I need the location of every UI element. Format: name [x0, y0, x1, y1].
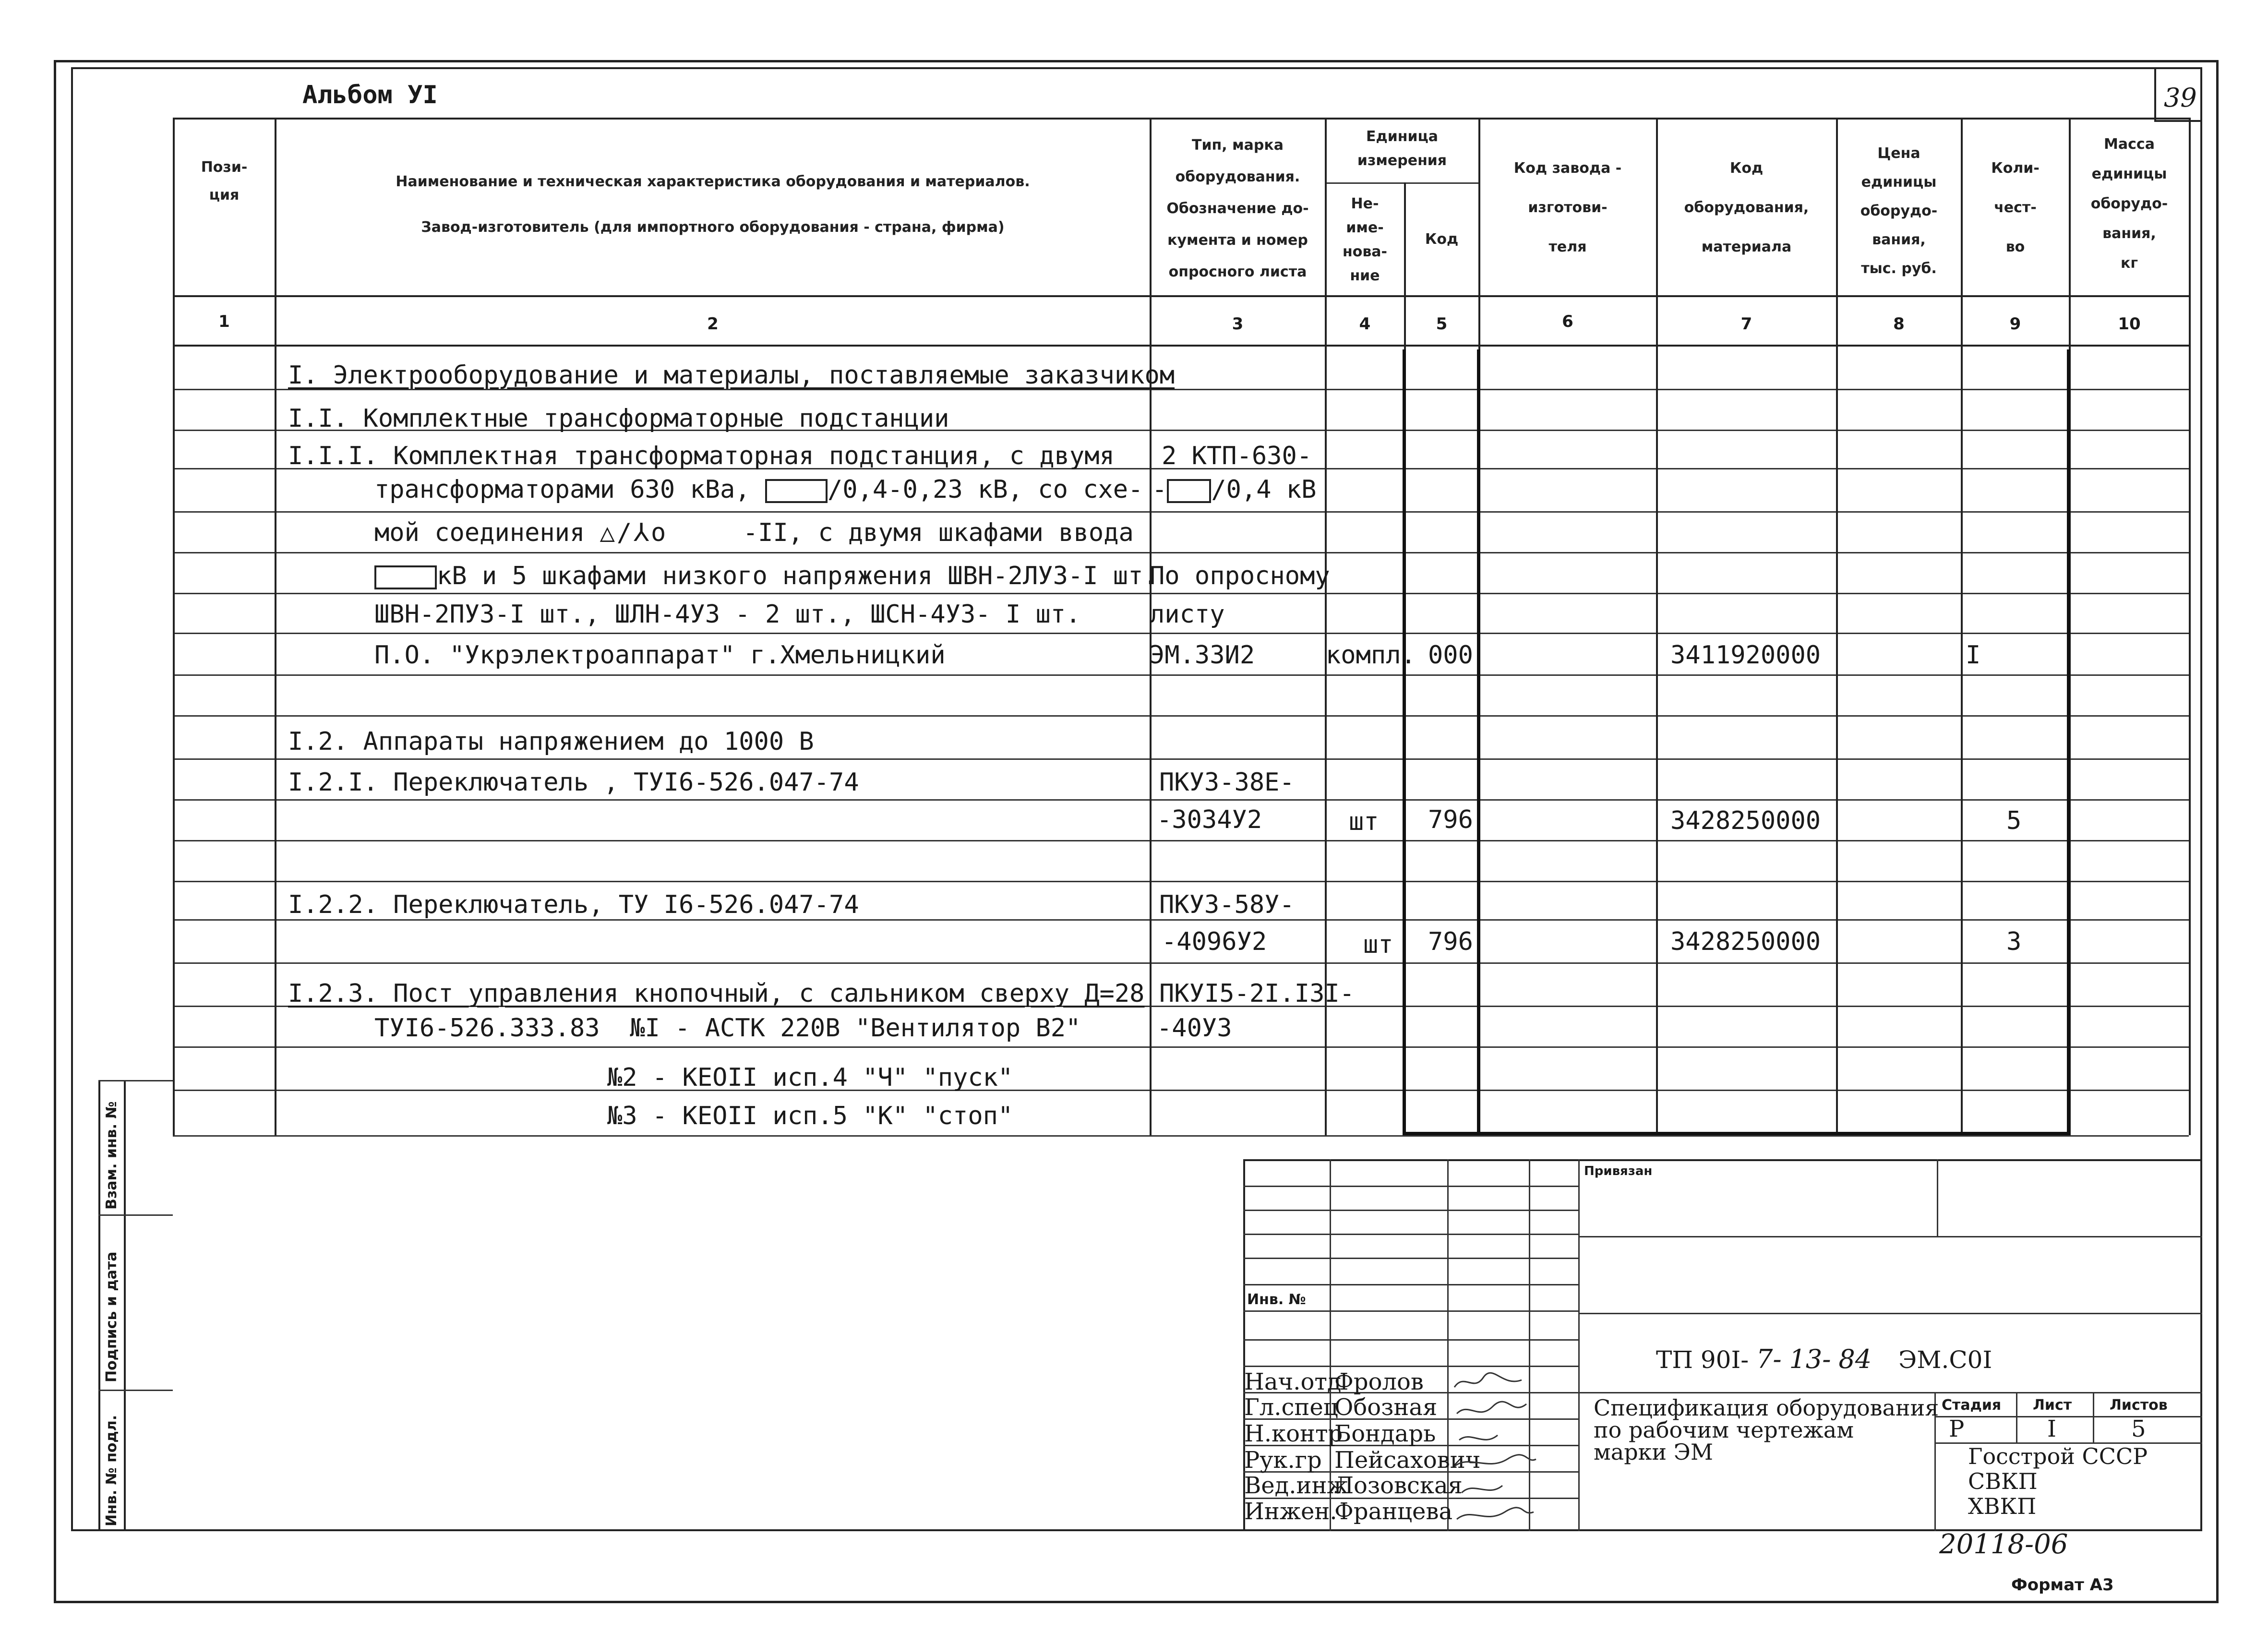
hdr-mass: Масса единицы оборудо- вания, кг [2090, 136, 2168, 272]
row-line-16 [173, 1046, 2189, 1048]
side-label-original-inv: Инв. № подл. [103, 1415, 120, 1526]
item-1-2-1-qty: 5 [2006, 806, 2022, 835]
name-part-b: кВ и 5 шкафами низкого напряжения ШВН-2ЛУЗ-I шт. [437, 562, 1158, 590]
stamp-stage-value: Р [1949, 1416, 1965, 1442]
unit-divider [1325, 182, 1478, 184]
doc-code-e: ЭМ.С0I [1898, 1346, 1992, 1374]
stamp-col-d [1578, 1159, 1580, 1531]
stamp-code-top [1578, 1313, 2202, 1314]
item-1-2-1-type-line2: -3034У2 [1157, 805, 1262, 834]
stamp-code-bottom [1578, 1392, 2202, 1393]
col-line-6 [1656, 118, 1658, 1135]
item-1-1-1-type-line4: По опросному [1150, 562, 1330, 590]
item-1-1-1-type-line6: ЭМ.33И2 [1150, 641, 1255, 670]
stamp-stage-row1 [1934, 1416, 2202, 1417]
item-1-1-1-name-line3 [374, 518, 1134, 547]
stamp-top [1243, 1159, 2202, 1161]
colnum-9: 9 [2009, 314, 2021, 334]
stamp-attached-bottom [1578, 1236, 2202, 1237]
stamp-row-5 [1243, 1284, 1578, 1285]
hdr-factory-code: Код завода - изготови- теля [1513, 160, 1622, 255]
type-blank-box [1167, 479, 1211, 503]
colnum-6: 6 [1562, 312, 1573, 331]
stamp-sheets-label: Листов [2110, 1397, 2168, 1414]
side-block-inner [124, 1080, 126, 1531]
doc-code-b: 7- [1756, 1344, 1782, 1374]
stamp-sheet-value: I [2047, 1416, 2056, 1442]
sheet-number-box-left [2154, 67, 2156, 121]
item-1-1-1-qty: I [1966, 641, 1981, 670]
item-1-2-3-name-line4: №3 - КЕОII исп.5 "К" "стоп" [607, 1102, 1013, 1130]
subsection-title-1-1: I.I. Комплектные трансформаторные подстанции [288, 404, 949, 433]
item-1-2-2-unit: шт [1363, 930, 1393, 959]
item-1-1-1-code: 000 [1428, 641, 1473, 670]
subsection-title-1-2: I.2. Аппараты напряжением до 1000 В [288, 727, 814, 756]
hdr-price: Цена единицы оборудо- вания, тыс. руб. [1860, 145, 1938, 277]
item-1-2-2-type-line2: -4096У2 [1162, 927, 1267, 956]
name-part-b: /0,4-0,23 кВ, со схе- [827, 475, 1143, 504]
col-line-10 [2189, 118, 2191, 1135]
stamp-name-1: Фролов [1334, 1368, 1424, 1395]
row-line-8 [173, 715, 2189, 717]
colnum-3: 3 [1232, 314, 1244, 334]
item-1-2-2-name: I.2.2. Переключатель, ТУ I6-526.047-74 [288, 890, 859, 919]
section-title-1: I. Электрооборудование и материалы, поставляемые заказчиком [288, 361, 1175, 390]
item-1-1-1-name-line6: П.О. "Укрэлектроаппарат" г.Хмельницкий [374, 641, 946, 670]
item-1-2-3-name-line2: ТУI6-526.333.83 №I - АСТК 220В "Вентилятор В2" [374, 1014, 1081, 1043]
row-line-10 [173, 799, 2189, 801]
row-line-13 [173, 919, 2189, 921]
item-1-2-2-type: ПКУЗ-58У- [1159, 890, 1295, 919]
row-line-11 [173, 840, 2189, 841]
item-1-2-1-type: ПКУЗ-38Е- [1159, 768, 1295, 797]
bold-mid [1477, 349, 1480, 1135]
side-sep-top [98, 1080, 173, 1081]
album-title: Альбом УI [302, 81, 438, 109]
item-1-2-2-code: 796 [1428, 927, 1473, 956]
stamp-name-5: Лозовская [1334, 1472, 1463, 1499]
bold-right [2067, 349, 2070, 1135]
side-label-replace-inv: Взам. инв. № [103, 1101, 120, 1210]
item-1-1-1-type-line5: листу [1150, 600, 1225, 629]
colnum-10: 10 [2118, 314, 2141, 334]
hdr-name-line2: Завод-изготовитель (для импортного оборудования - страна, фирма) [421, 219, 1005, 236]
row-line-17 [173, 1090, 2189, 1091]
stamp-stage-v1 [2016, 1392, 2017, 1442]
stamp-role-6: Инжен. [1244, 1498, 1337, 1525]
stamp-sheets-value: 5 [2131, 1416, 2146, 1442]
item-1-1-1-unit: компл. [1326, 641, 1416, 670]
item-1-2-3-type: ПКУI5-2I.I3I- [1159, 979, 1355, 1008]
name-part-b: -II, с двумя шкафами ввода [743, 518, 1134, 547]
doc-code-a: ТП 90I- [1656, 1346, 1749, 1374]
item-1-2-2-equip-code: 3428250000 [1670, 927, 1821, 956]
colnum-5: 5 [1436, 314, 1448, 334]
voltage-blank-box [765, 479, 828, 503]
item-1-1-1-type: 2 КТП-630- [1162, 442, 1312, 470]
stamp-name-2: Обозная [1334, 1394, 1438, 1421]
sheet-number: 39 [2164, 83, 2197, 113]
hdr-unit-code: Код [1425, 231, 1459, 248]
item-1-2-1-name: I.2.I. Переключатель , ТУI6-526.047-74 [288, 768, 859, 797]
stamp-row-1 [1243, 1186, 1578, 1187]
connection-symbol-icon: △/⅄o [600, 518, 668, 547]
format-label: Формат А3 [2011, 1575, 2114, 1595]
col-line-1 [275, 118, 276, 1135]
stamp-title: Спецификация оборудования по рабочим чертежам марки ЭМ [1594, 1395, 1939, 1465]
item-1-1-1-name-line4 [374, 562, 1158, 590]
name-part-a: трансформаторами 630 кВа, [374, 475, 750, 504]
item-1-2-3-name-line3: №2 - КЕОII исп.4 "Ч" "пуск" [607, 1063, 1013, 1092]
row-line-5 [173, 593, 2189, 594]
doc-code-d: 84 [1838, 1344, 1872, 1374]
stamp-stage-label: Стадия [1942, 1397, 2002, 1414]
side-sep-1 [98, 1214, 173, 1216]
colnum-1: 1 [218, 312, 230, 331]
hdr-position: Пози- ция [201, 159, 248, 204]
hdr-name-line1: Наименование и техническая характеристика оборудования и материалов. [396, 173, 1030, 190]
item-1-2-2-qty: 3 [2006, 927, 2022, 956]
side-label-signature-date: Подпись и дата [103, 1251, 120, 1382]
type-part-a: - [1152, 475, 1167, 504]
item-1-2-1-equip-code: 3428250000 [1670, 806, 1821, 835]
item-1-1-1-equip-code: 3411920000 [1670, 641, 1821, 670]
stamp-org: Госстрой СССР СВКП ХВКП [1968, 1443, 2148, 1519]
stamp-role-5: Вед.инж [1244, 1472, 1348, 1499]
hdr-unit-name: Не- име- нова- ние [1342, 195, 1388, 284]
stamp-doc-code [1656, 1344, 1992, 1374]
bold-left [1403, 349, 1406, 1135]
row-line-4 [173, 552, 2189, 553]
stamp-stage-v2 [2093, 1392, 2094, 1442]
stamp-inv-label: Инв. № [1247, 1291, 1306, 1308]
hdr-quantity: Коли- чест- во [1991, 160, 2040, 255]
col-line-0 [173, 118, 175, 1135]
doc-code-c: 13- [1789, 1344, 1831, 1374]
stamp-row-4 [1243, 1258, 1578, 1259]
bold-bottom [1403, 1132, 2070, 1135]
input-voltage-blank-box [374, 565, 437, 589]
hdr-type: Тип, марка оборудования. Обозначение до- кумента и номер опросного листа [1166, 137, 1309, 280]
stamp-role-3: Н.контр [1244, 1420, 1343, 1447]
item-1-1-1-name-line5: ШВН-2ПУЗ-I шт., ШЛН-4УЗ - 2 шт., ШСН-4УЗ- I шт. [374, 600, 1081, 629]
row-line-12 [173, 881, 2189, 882]
colnum-2: 2 [707, 314, 719, 334]
stamp-row-7 [1243, 1339, 1578, 1341]
colnum-7: 7 [1740, 314, 1752, 334]
name-part-a: мой соединения [374, 518, 585, 547]
hdr-unit: Единица измерения [1357, 128, 1447, 169]
stamp-name-4: Пейсахович [1334, 1447, 1481, 1474]
stamp-attached-divider [1937, 1159, 1938, 1236]
item-1-2-3-type-line2: -40УЗ [1157, 1014, 1232, 1043]
row-line-6 [173, 633, 2189, 634]
stamp-attached-label: Привязан [1584, 1164, 1653, 1178]
type-part-b: /0,4 кВ [1211, 475, 1317, 504]
item-1-2-3-name: I.2.3. Пост управления кнопочный, с сальником сверху Д=28 [288, 979, 1145, 1008]
stamp-row-6 [1243, 1310, 1578, 1312]
item-1-1-1-type-line2 [1152, 475, 1316, 504]
table-top [173, 118, 2189, 120]
item-1-2-1-unit: шт [1349, 807, 1379, 836]
stamp-row-8 [1243, 1366, 1578, 1367]
colnum-bottom [173, 345, 2189, 347]
stamp-name-6: Францева [1334, 1498, 1453, 1525]
stamp-role-1: Нач.отд [1244, 1368, 1342, 1395]
row-line-14 [173, 962, 2189, 964]
item-1-1-1-name: I.I.I. Комплектная трансформаторная подстанция, с двумя [288, 442, 1115, 470]
stamp-sheet-label: Лист [2033, 1397, 2072, 1414]
side-sep-2 [98, 1390, 173, 1391]
stamp-role-2: Гл.спец [1244, 1394, 1338, 1421]
sheet-number-box-bottom [2154, 120, 2202, 122]
item-1-1-1-name-line2 [374, 475, 1143, 504]
row-line-9 [173, 758, 2189, 760]
stamp-row-2 [1243, 1210, 1578, 1211]
archive-number: 20118-06 [1939, 1529, 2068, 1560]
stamp-signatures-icon [1450, 1368, 1541, 1531]
stamp-role-4: Рук.гр [1244, 1447, 1322, 1474]
row-line-7 [173, 674, 2189, 676]
row-line-3 [173, 511, 2189, 513]
colnum-4: 4 [1359, 314, 1371, 334]
hdr-equip-code: Код оборудования, материала [1684, 160, 1809, 255]
item-1-2-1-code: 796 [1428, 805, 1473, 834]
side-block-left [98, 1080, 100, 1531]
colnum-8: 8 [1893, 314, 1905, 334]
stamp-row-3 [1243, 1234, 1578, 1235]
stamp-name-3: Бондарь [1334, 1420, 1436, 1447]
header-bottom [173, 295, 2189, 297]
col-line-8 [1961, 118, 1963, 1135]
row-line-18 [173, 1135, 2189, 1137]
